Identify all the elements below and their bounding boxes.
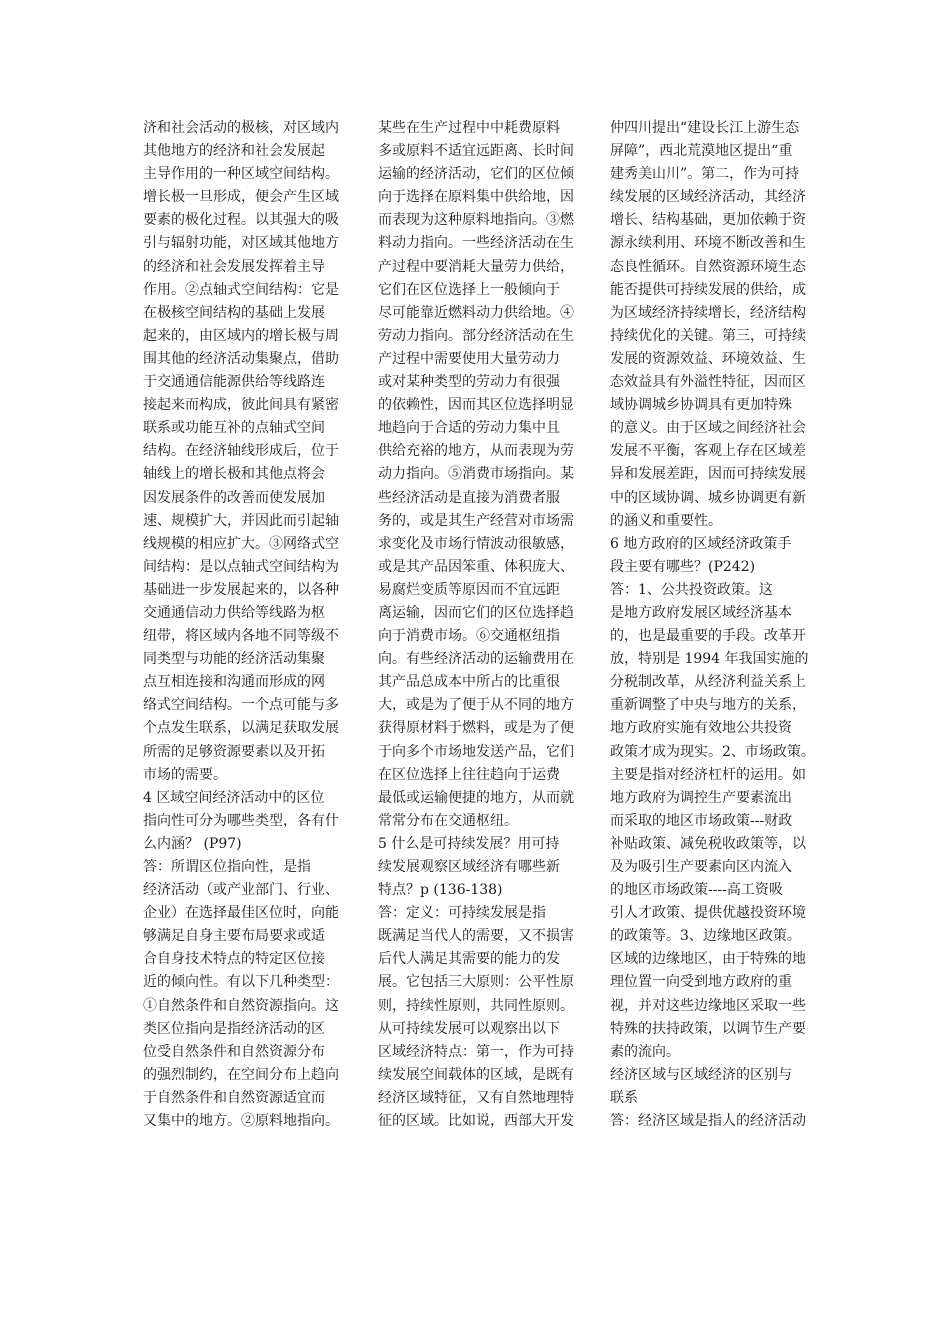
text-line: 其他地方的经济和社会发展起 (143, 143, 325, 160)
text-line: 多或原料不适宜远距离、长时间 (378, 143, 574, 160)
text-line: 答：所谓区位指向性，是指 (143, 859, 311, 875)
text-line: 市场的需要。 (143, 766, 227, 783)
text-line: 态效益具有外溢性特征，因而区 (610, 374, 806, 391)
text-line: 的地区市场政策----高工资吸 (610, 882, 783, 899)
text-line: 的依赖性，因而其区位选择明显 (378, 397, 574, 414)
text-line: 络式空间结构。一个点可能与多 (143, 697, 339, 714)
text-line: 同类型与功能的经济活动集聚 (143, 651, 325, 668)
text-line: 续发展观察区域经济有哪些新 (378, 859, 560, 875)
text-line: 作用。②点轴式空间结构：它是 (143, 281, 339, 298)
text-line: 素的流向。 (610, 1043, 680, 1060)
text-line: 经济区域与区域经济的区别与 (610, 1066, 792, 1083)
text-line: 发展的资源效益、环境效益、生 (610, 350, 806, 367)
text-line: 而采取的地区市场政策---财政 (610, 812, 793, 829)
text-line: 源永续利用、环境不断改善和生 (610, 235, 806, 252)
text-line: 分税制改革，从经济利益关系上 (610, 674, 806, 691)
text-line: 征的区域。比如说，西部大开发 (378, 1113, 574, 1130)
text-line: 中的区域协调、城乡协调更有新 (610, 489, 806, 506)
text-line: 交通通信动力供给等线路为枢 (143, 604, 325, 621)
text-line: 常常分布在交通枢纽。 (378, 812, 518, 829)
text-line: 持续优化的关键。第三，可持续 (610, 327, 806, 344)
text-line: 企业）在选择最佳区位时，向能 (143, 905, 339, 922)
text-line: 指向性可分为哪些类型，各有什 (143, 812, 339, 829)
text-line: 发展不平衡，客观上存在区域差 (610, 443, 806, 460)
text-line: 求变化及市场行情波动很敏感， (378, 535, 574, 552)
text-line: 建秀美山川”。第二，作为可持 (610, 166, 800, 183)
text-line: 段主要有哪些？(P242) (610, 558, 756, 575)
text-line: 特点？p (136-138) (378, 882, 503, 899)
text-line: 在极核空间结构的基础上发展 (143, 304, 325, 321)
text-line: 区域经济特点：第一，作为可持 (378, 1043, 574, 1060)
text-line: 答：1、公共投资政策。这 (610, 581, 773, 598)
text-line: 运输的经济活动，它们的区位倾 (378, 166, 574, 183)
text-line: 增长极一旦形成，便会产生区域 (143, 189, 339, 206)
text-line: 联系或功能互补的点轴式空间 (143, 420, 325, 437)
text-line: 因发展条件的改善而使发展加 (143, 489, 325, 506)
text-line: 答：经济区域是指人的经济活动 (610, 1113, 806, 1130)
text-line: ①自然条件和自然资源指向。这 (143, 997, 339, 1014)
text-line: 异和发展差距，因而可持续发展 (610, 466, 806, 483)
text-line: 么内涵？ (P97) (143, 835, 242, 852)
text-line: 某些在生产过程中中耗费原料 (378, 120, 560, 136)
text-line: 视，并对这些边缘地区采取一些 (610, 997, 806, 1014)
text-line: 及为吸引生产要素向区内流入 (610, 859, 792, 875)
text-line: 仲四川提出“建设长江上游生态 (610, 120, 800, 136)
text-line: 些经济活动是直接为消费者服 (378, 489, 560, 506)
text-line: 放，特别是 1994 年我国实施的 (610, 651, 809, 668)
text-line: 的经济和社会发展发挥着主导 (143, 258, 325, 275)
text-line: 又集中的地方。②原料地指向。 (143, 1113, 339, 1130)
text-line: 于交通通信能源供给等线路连 (143, 374, 325, 391)
text-line: 围其他的经济活动集聚点，借助 (143, 350, 339, 367)
text-line: 最低或运输便捷的地方，从而就 (378, 789, 574, 806)
text-line: 间结构：是以点轴式空间结构为 (143, 558, 339, 575)
text-column-1 (143, 117, 351, 1133)
text-line: 线规模的相应扩大。③网络式空 (143, 535, 339, 552)
text-line: 态良性循环。自然资源环境生态 (610, 258, 806, 275)
text-line: 主导作用的一种区域空间结构。 (143, 166, 339, 183)
text-line: 尽可能靠近燃料动力供给地。④ (378, 304, 574, 321)
text-line: 4 区域空间经济活动中的区位 (143, 789, 325, 806)
text-line: 区域的边缘地区，由于特殊的地 (610, 951, 806, 968)
text-line: 向。有些经济活动的运输费用在 (378, 651, 574, 668)
text-line: 离运输，因而它们的区位选择趋 (378, 604, 574, 621)
text-line: 或对某种类型的劳动力有很强 (378, 374, 560, 391)
text-line: 济和社会活动的极核，对区域内 (143, 120, 339, 136)
text-line: 个点发生联系，以满足获取发展 (143, 720, 339, 737)
text-line: 于向多个市场地发送产品，它们 (378, 743, 574, 760)
text-line: 特殊的扶持政策，以调节生产要 (610, 1020, 806, 1037)
text-line: 于自然条件和自然资源适宜而 (143, 1089, 325, 1106)
text-line: 向于选择在原料集中供给地，因 (378, 189, 574, 206)
text-line: 在区位选择上往往趋向于运费 (378, 766, 560, 783)
text-line: 产过程中需要使用大量劳动力 (378, 350, 560, 367)
text-line: 而表现为这种原料地指向。③燃 (378, 212, 574, 229)
text-line: 它们在区位选择上一般倾向于 (378, 281, 560, 298)
text-line: 动力指向。⑤消费市场指向。某 (378, 466, 574, 483)
text-line: 结构。在经济轴线形成后，位于 (143, 443, 339, 460)
text-line: 则，持续性原则，共同性原则。 (378, 997, 574, 1014)
text-line: 是地方政府发展区域经济基本 (610, 604, 792, 621)
text-line: 点互相连接和沟通而形成的网 (143, 674, 325, 691)
text-line: 政策才成为现实。2、市场政策。 (610, 743, 815, 760)
text-line: 展。它包括三大原则：公平性原 (378, 974, 574, 991)
text-line: 纽带，将区域内各地不同等级不 (143, 628, 339, 645)
text-line: 起来的，由区域内的增长极与周 (143, 327, 339, 344)
text-line: 能否提供可持续发展的供给，成 (610, 281, 806, 298)
text-line: 引人才政策、提供优越投资环境 (610, 905, 806, 922)
text-line: 理位置一向受到地方政府的重 (610, 974, 792, 991)
text-column-2 (378, 117, 586, 1133)
text-line: 地方政府实施有效地公共投资 (610, 720, 792, 737)
text-line: 引与辐射功能，对区域其他地方 (143, 235, 339, 252)
text-line: 位受自然条件和自然资源分布 (143, 1043, 325, 1060)
text-line: 的意义。由于区域之间经济社会 (610, 420, 806, 437)
text-line: 屏障”，西北荒漠地区提出“重 (610, 143, 793, 160)
text-line: 地趋向于合适的劳动力集中且 (378, 420, 560, 437)
text-line: 经济活动（或产业部门、行业、 (143, 882, 339, 899)
text-line: 接起来而构成，彼此间具有紧密 (143, 397, 339, 414)
text-line: 增长、结构基础，更加依赖于资 (610, 212, 806, 229)
text-line: 向于消费市场。⑥交通枢纽指 (378, 628, 560, 645)
text-line: 获得原材料于燃料，或是为了便 (378, 720, 574, 737)
text-line: 近的倾向性。有以下几种类型： (143, 974, 339, 991)
text-line: 既满足当代人的需要，又不损害 (378, 928, 574, 945)
text-line: 6 地方政府的区域经济政策手 (610, 535, 792, 552)
text-line: 重新调整了中央与地方的关系， (610, 697, 806, 714)
text-line: 5 什么是可持续发展？用可持 (378, 835, 560, 852)
text-line: 补贴政策、减免税收政策等，以 (610, 835, 806, 852)
text-line: 要素的极化过程。以其强大的吸 (143, 212, 339, 229)
text-line: 速、规模扩大，并因此而引起轴 (143, 512, 339, 529)
text-line: 类区位指向是指经济活动的区 (143, 1020, 325, 1037)
text-line: 的政策等。3、边缘地区政策。 (610, 928, 801, 945)
text-line: 的强烈制约，在空间分布上趋向 (143, 1066, 339, 1083)
text-line: 后代人满足其需要的能力的发 (378, 951, 560, 968)
text-line: 其产品总成本中所占的比重很 (378, 674, 560, 691)
text-line: 经济区域特征，又有自然地理特 (378, 1089, 574, 1106)
text-line: 所需的足够资源要素以及开拓 (143, 743, 325, 760)
text-line: 轴线上的增长极和其他点将会 (143, 466, 325, 483)
text-line: 域协调城乡协调具有更加特殊 (610, 397, 792, 414)
text-line: 从可持续发展可以观察出以下 (378, 1020, 560, 1037)
text-line: 料动力指向。一些经济活动在生 (378, 235, 574, 252)
text-line: 的涵义和重要性。 (610, 512, 722, 529)
text-line: 续发展空间载体的区域，是既有 (378, 1066, 574, 1083)
text-line: 主要是指对经济杠杆的运用。如 (610, 766, 806, 783)
text-line: 联系 (610, 1089, 638, 1106)
text-line: 合自身技术特点的特定区位接 (143, 951, 325, 968)
text-line: 够满足自身主要布局要求或适 (143, 928, 325, 945)
text-line: 答：定义：可持续发展是指 (378, 905, 546, 922)
text-line: 大，或是为了便于从不同的地方 (378, 697, 574, 714)
text-column-3 (610, 117, 818, 1133)
text-line: 或是其产品因笨重、体积庞大、 (378, 558, 574, 575)
text-line: 产过程中要消耗大量劳力供给， (378, 258, 574, 275)
text-line: 易腐烂变质等原因而不宜远距 (378, 581, 560, 598)
text-line: 劳动力指向。部分经济活动在生 (378, 327, 574, 344)
text-line: 供给充裕的地方，从而表现为劳 (378, 443, 574, 460)
text-line: 续发展的区域经济活动，其经济 (610, 189, 806, 206)
text-line: 为区域经济持续增长，经济结构 (610, 304, 806, 321)
text-line: 地方政府为调控生产要素流出 (610, 789, 792, 806)
text-line: 的，也是最重要的手段。改革开 (610, 628, 806, 645)
text-line: 基础进一步发展起来的，以各种 (143, 581, 339, 598)
text-line: 务的，或是其生产经营对市场需 (378, 512, 574, 529)
